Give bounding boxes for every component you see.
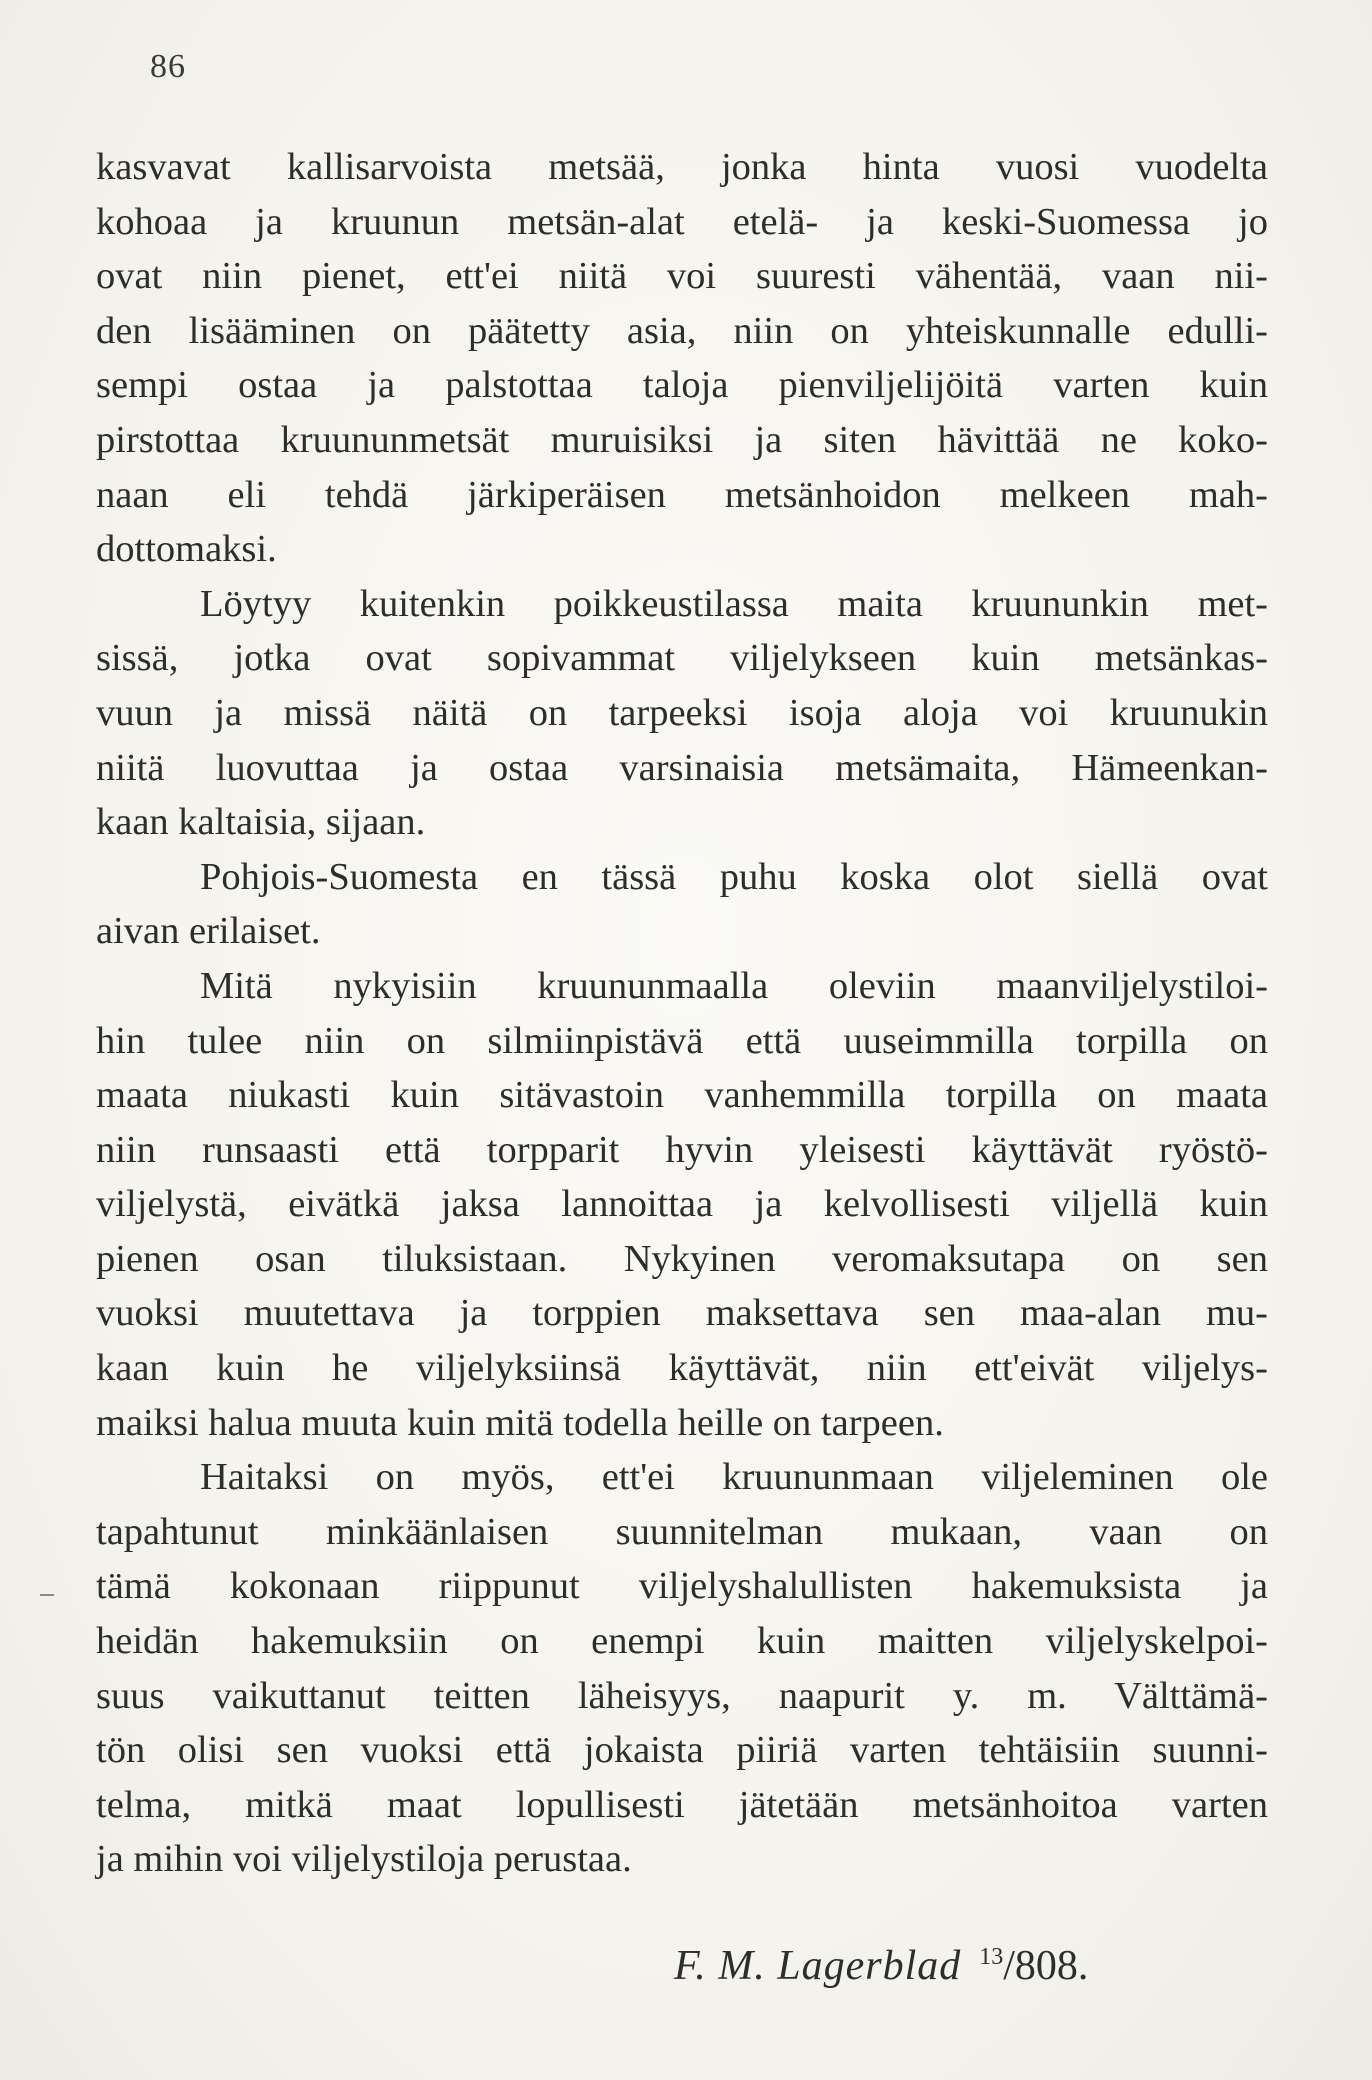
text-line: heidän hakemuksiin on enempi kuin maitten viljelyskelpoi-	[96, 1620, 1268, 1663]
text-line: tön olisi sen vuoksi että jokaista piiriä varten tehtäisiin suunni-	[96, 1729, 1268, 1772]
text-line: Mitä nykyisiin kruununmaalla oleviin maanviljelystiloi-	[200, 964, 1268, 1007]
text-line: kaan kaltaisia, sijaan.	[96, 801, 426, 844]
text-line: niitä luovuttaa ja ostaa varsinaisia metsämaita, Hämeenkan-	[96, 746, 1268, 789]
text-line: maata niukasti kuin sitävastoin vanhemmilla torpilla on maata	[96, 1074, 1268, 1117]
text-line: Pohjois-Suomesta en tässä puhu koska olot siellä ovat	[200, 855, 1268, 898]
text-line: tapahtunut minkäänlaisen suunnitelman mukaan, vaan on	[96, 1510, 1268, 1553]
date-year: 08.	[1035, 1943, 1089, 1989]
text-line: aivan erilaiset.	[96, 910, 321, 953]
text-line: viljelystä, eivätkä jaksa lannoittaa ja kelvollisesti viljellä kuin	[96, 1183, 1268, 1226]
text-line: ovat niin pienet, ett'ei niitä voi suuresti vähentää, vaan nii-	[96, 255, 1268, 298]
text-line: telma, mitkä maat lopullisesti jätetään metsänhoitoa varten	[96, 1783, 1268, 1826]
text-line: Löytyy kuitenkin poikkeustilassa maita kruununkin met-	[200, 582, 1268, 625]
paragraph	[96, 1450, 1268, 1887]
text-line: dottomaksi.	[96, 528, 277, 571]
page-number: 86	[150, 48, 186, 85]
date-month: /8	[1003, 1943, 1036, 1989]
text-line: kaan kuin he viljelyksiinsä käyttävät, niin ett'eivät viljelys-	[96, 1347, 1268, 1390]
text-line: kohoaa ja kruunun metsän-alat etelä- ja keski-Suomessa jo	[96, 200, 1268, 243]
text-line: hin tulee niin on silmiinpistävä että uuseimmilla torpilla on	[96, 1019, 1268, 1062]
text-line: kasvavat kallisarvoista metsää, jonka hinta vuosi vuodelta	[96, 146, 1268, 188]
signature-date	[979, 1943, 1088, 1989]
text-line: Haitaksi on myös, ett'ei kruununmaan viljeleminen ole	[200, 1456, 1268, 1499]
text-line: pirstottaa kruununmetsät muruisiksi ja siten hävittää ne koko-	[96, 418, 1268, 461]
text-line: pienen osan tiluksistaan. Nykyinen veromaksutapa on sen	[96, 1237, 1268, 1280]
paragraph	[96, 140, 1268, 577]
text-line: sempi ostaa ja palstottaa taloja pienviljelijöitä varten kuin	[96, 364, 1268, 407]
text-line: suus vaikuttanut teitten läheisyys, naapurit y. m. Välttämä-	[96, 1674, 1268, 1717]
text-line: den lisääminen on päätetty asia, niin on yhteiskunnalle edulli-	[96, 309, 1268, 352]
text-line: vuun ja missä näitä on tarpeeksi isoja aloja voi kruunukin	[96, 691, 1268, 734]
text-line: ja mihin voi viljelystiloja perustaa.	[96, 1838, 632, 1881]
text-line: naan eli tehdä järkiperäisen metsänhoidon melkeen mah-	[96, 473, 1268, 516]
author-name: F. M. Lagerblad	[674, 1943, 962, 1989]
body-text	[96, 140, 1268, 1887]
text-line: vuoksi muutettava ja torppien maksettava sen maa-alan mu-	[96, 1292, 1268, 1335]
text-line: maiksi halua muuta kuin mitä todella heille on tarpeen.	[96, 1401, 944, 1444]
text-line: niin runsaasti että torpparit hyvin yleisesti käyttävät ryöstö-	[96, 1128, 1268, 1171]
date-day: 13	[979, 1944, 1004, 1970]
text-line: tämä kokonaan riippunut viljelyshalullisten hakemuksista ja	[96, 1565, 1268, 1608]
paragraph	[96, 850, 1268, 959]
paragraph	[96, 577, 1268, 850]
text-line: sissä, jotka ovat sopivammat viljelykseen kuin metsänkas-	[96, 637, 1268, 680]
margin-mark	[40, 1594, 54, 1596]
signature	[674, 1942, 1088, 1990]
paragraph	[96, 959, 1268, 1450]
